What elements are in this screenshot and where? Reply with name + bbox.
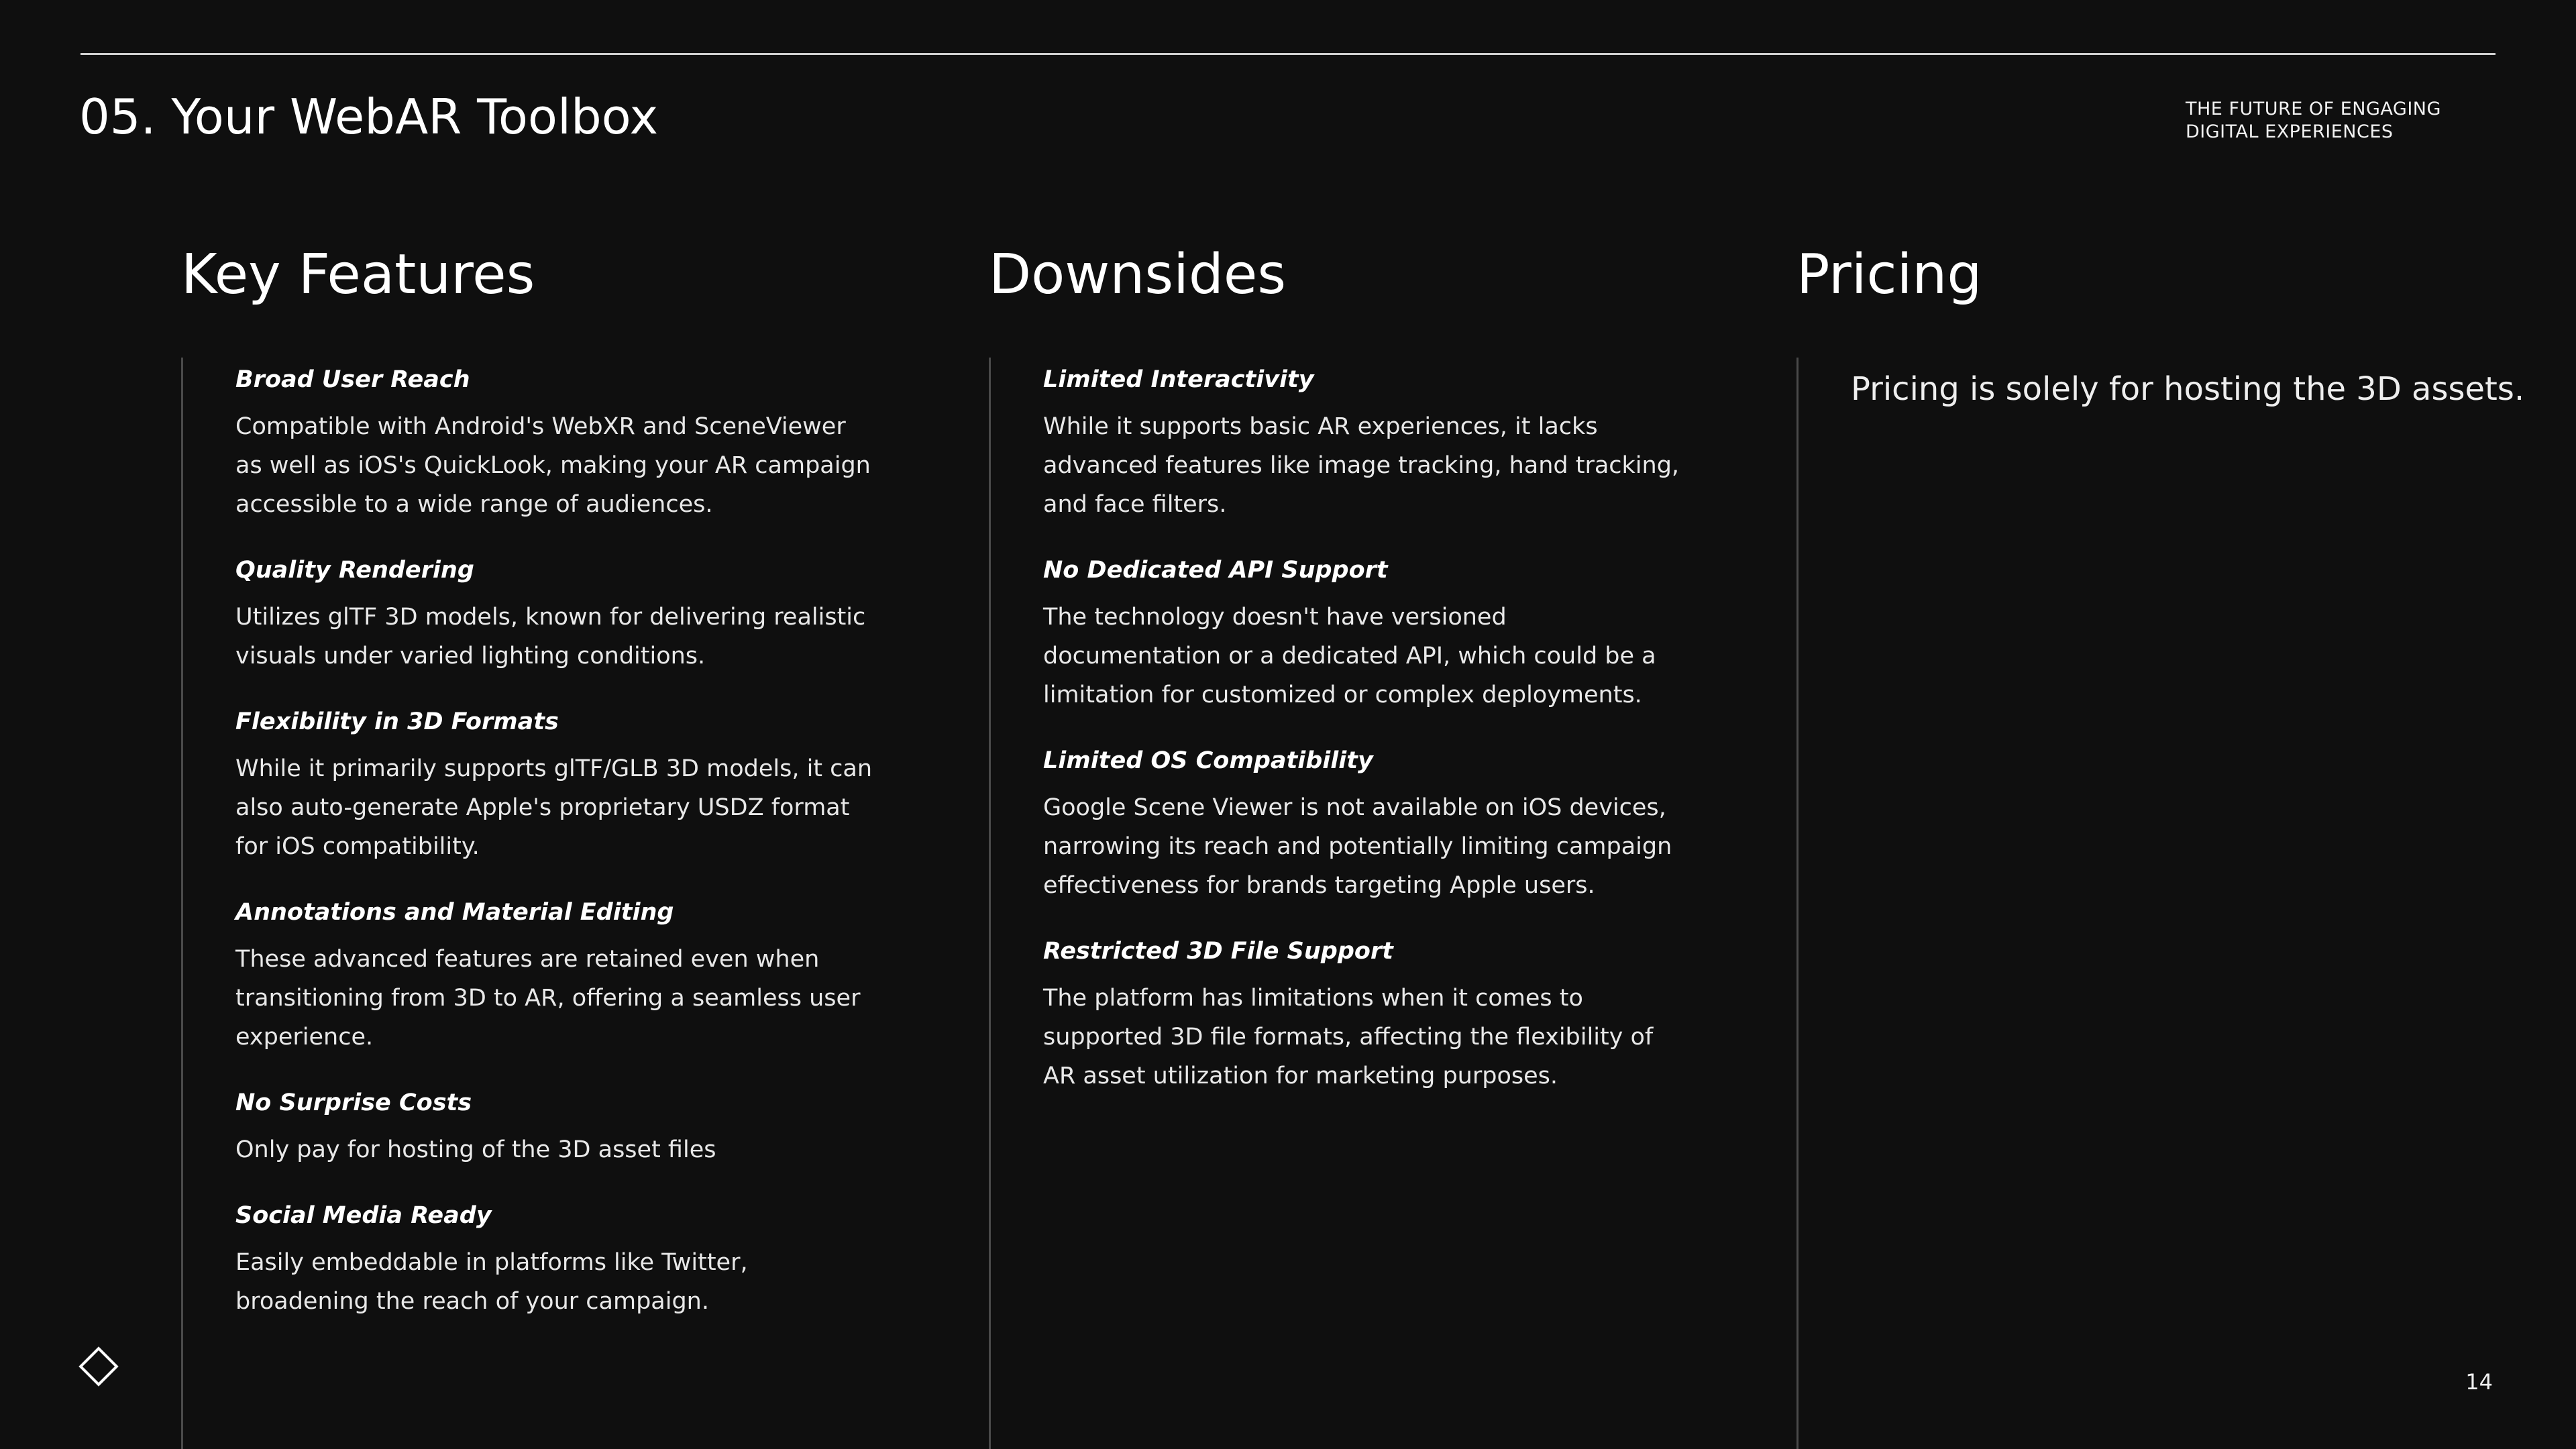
page-number: 14 xyxy=(2465,1369,2493,1395)
feature-title: Social Media Ready xyxy=(235,1202,492,1229)
pricing-text: Pricing is solely for hosting the 3D assets. xyxy=(1851,370,2525,408)
downsides-column xyxy=(989,241,1727,1089)
downside-item xyxy=(1043,555,1727,714)
downside-title: Limited Interactivity xyxy=(1043,366,1314,393)
key-features-column xyxy=(181,241,919,1315)
downside-title: Limited OS Compatibility xyxy=(1043,747,1373,774)
downsides-list xyxy=(989,358,1727,1449)
feature-title: Annotations and Material Editing xyxy=(235,899,674,926)
feature-item xyxy=(235,555,919,676)
pricing-body xyxy=(1796,358,2525,1449)
feature-item xyxy=(235,1087,919,1169)
tagline xyxy=(2186,98,2494,144)
feature-text: Utilizes glTF 3D models, known for delivering realistic visuals under varied lighting conditions. xyxy=(235,604,866,669)
key-features-list xyxy=(181,358,919,1449)
downside-text: The platform has limitations when it comes to supported 3D file formats, affecting the flexibility of AR asset utilization for marketing purposes. xyxy=(1043,985,1654,1089)
tagline-line-1: THE FUTURE OF ENGAGING xyxy=(2186,99,2441,119)
slide-title: 05. Your WebAR Toolbox xyxy=(79,89,659,145)
downside-item xyxy=(1043,745,1727,905)
feature-text: Easily embeddable in platforms like Twitter, broadening the reach of your campaign. xyxy=(235,1249,748,1315)
feature-item xyxy=(235,364,919,524)
downside-text: While it supports basic AR experiences, it lacks advanced features like image tracking, hand tracking, and face filters. xyxy=(1043,413,1680,518)
pricing-heading: Pricing xyxy=(1796,243,1982,307)
downside-item xyxy=(1043,936,1727,1095)
feature-text: Compatible with Android's WebXR and SceneViewer as well as iOS's QuickLook, making your AR campaign accessible to a wide range of audiences. xyxy=(235,413,871,518)
feature-text: While it primarily supports glTF/GLB 3D models, it can also auto-generate Apple's proprietary USDZ format for iOS compatibility. xyxy=(235,755,873,860)
feature-text: Only pay for hosting of the 3D asset files xyxy=(235,1136,716,1163)
pricing-column xyxy=(1796,241,2525,408)
feature-title: Flexibility in 3D Formats xyxy=(235,708,559,735)
diamond-icon xyxy=(78,1346,118,1386)
downsides-heading: Downsides xyxy=(989,243,1287,307)
tagline-line-2: DIGITAL EXPERIENCES xyxy=(2186,121,2394,142)
feature-title: No Surprise Costs xyxy=(235,1089,472,1116)
downside-title: Restricted 3D File Support xyxy=(1043,938,1393,965)
downside-text: Google Scene Viewer is not available on iOS devices, narrowing its reach and potentially limiting campaign effectiveness for brands targeting Apple users. xyxy=(1043,794,1672,899)
feature-item xyxy=(235,1200,919,1321)
feature-item xyxy=(235,897,919,1057)
key-features-heading: Key Features xyxy=(181,243,535,307)
feature-item xyxy=(235,706,919,866)
feature-text: These advanced features are retained even when transitioning from 3D to AR, offering a seamless user experience. xyxy=(235,946,861,1051)
feature-title: Quality Rendering xyxy=(235,557,474,584)
downside-title: No Dedicated API Support xyxy=(1043,557,1388,584)
downside-item xyxy=(1043,364,1727,524)
top-divider xyxy=(80,53,2496,55)
feature-title: Broad User Reach xyxy=(235,366,470,393)
downside-text: The technology doesn't have versioned documentation or a dedicated API, which could be a limitation for customized or complex deployments. xyxy=(1043,604,1656,708)
